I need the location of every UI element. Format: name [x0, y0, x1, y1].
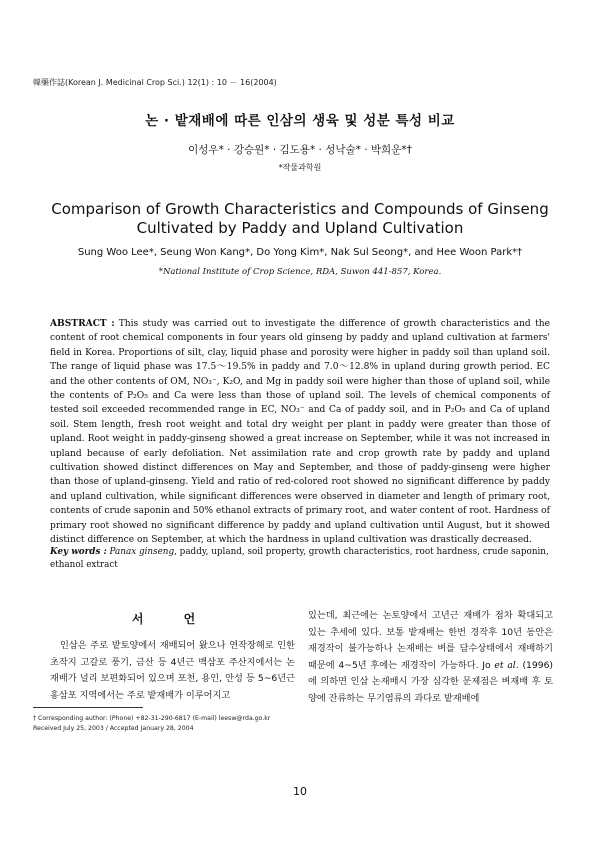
korean-authors: 이성우* · 강승원* · 김도용* · 성낙술* · 박희운*†: [188, 144, 412, 156]
korean-title: 논 · 밭재배에 따른 인삼의 생육 및 성분 특성 비교: [145, 113, 455, 129]
english-title: [0, 200, 600, 238]
right-column-text-1: 있는데, 최근에는 논토양에서 고년근 재배가 점차 확대되고 있는 추세에 있다. 보통 밭재배는 한번 경작후 10년 동안은 재경작이 불가능하나 논재배는 벼를 담수상태에서 재배하기 때문에 4~5년 후에는 재경작이 가능하다. Jo: [308, 610, 553, 671]
introduction-right-column: [308, 608, 553, 708]
footnote: [33, 714, 333, 734]
abstract-text: This study was carried out to investigate the difference of growth characteristics and the content of root chemical components in four years old ginseng by paddy and upland cultivation at farmers' field in Korea. Proportions of silt, clay, liquid phase and porosity were higher in paddy soil than upland soil. The range of liquid phase was 17.5～19.5% in paddy and 7.0～12.8% in upland during growth period. EC and the other contents of OM, NO₃⁻, K₂O, and Mg in paddy soil were higher than those of upland soil, while the contents of P₂O₅ and Ca were less than those of upland soil. The levels of chemical components of tested soil exceeded recommended range in EC, NO₃⁻ and Ca of paddy soil, and in P₂O₅ and Ca of upland soil. Stem length, fresh root weight and total dry weight per plant in paddy were greater than those of upland. Root weight in paddy-ginseng showed a great increase on September, while it was not increased in upland because of early defoliation. Net assimilation rate and crop growth rate by paddy and upland cultivation showed distinct differences on May and September, and those of paddy-ginseng were higher than those of upland-ginseng. Yield and ratio of red-colored root showed no significant difference by paddy and upland cultivation, while significant differences were observed in diameter and length of primary root, contents of crude saponin and 50% ethanol extracts of primary root, and water content of root. Hardness of primary root showed no significant difference by paddy and upland cultivation until August, but it showed distinct difference on September, at which the hardness in upland cultivation was drastically decreased.: [50, 319, 551, 546]
keywords-italic-term: Panax ginseng: [109, 547, 175, 557]
abstract-label: ABSTRACT :: [50, 318, 115, 329]
korean-affiliation: *작물과학원: [278, 163, 322, 172]
english-affiliation: *National Institute of Crop Science, RDA, Suwon 441-857, Korea.: [158, 267, 442, 277]
english-title-line-2: Cultivated by Paddy and Upland Cultivation: [136, 219, 464, 237]
journal-reference: 韓藥作誌(Korean J. Medicinal Crop Sci.) 12(1) : 10 － 16(2004): [33, 78, 277, 87]
keywords-label: Key words :: [50, 547, 107, 557]
english-title-line-1: Comparison of Growth Characteristics and Compounds of Ginseng: [51, 200, 549, 218]
corresponding-author-note: † Corresponding author: (Phone) +82-31-290-6817 (E-mail) leesw@rda.go.kr: [33, 715, 271, 722]
abstract: [50, 317, 550, 548]
right-column-citation-italic: et al.: [494, 659, 519, 671]
introduction-left-column: 인삼은 주로 밭토양에서 재배되어 왔으나 연작장해로 인한 초작지 고갈로 풍기, 금산 등 4년근 백삼포 주산지에서는 논재배가 널리 보편화되어 있으며 포천, 용인, 안성 등 5~6년근 홍삼포 지역에서는 주로 밭재배가 이루어지고: [50, 640, 295, 701]
introduction-heading: 서 언: [131, 612, 214, 626]
english-authors: Sung Woo Lee*, Seung Won Kang*, Do Yong Kim*, Nak Sul Seong*, and Hee Woon Park*†: [77, 247, 523, 258]
page-number: 10: [293, 785, 307, 798]
keywords: [50, 546, 550, 572]
keywords-list: , paddy, upland, soil property, growth characteristics, root hardness, crude saponin, ethanol extract: [50, 547, 549, 570]
received-accepted-dates: Received July 25, 2003 / Accepted January 28, 2004: [33, 725, 194, 732]
footnote-divider: [33, 707, 143, 708]
right-column-text-2: (1996)에 의하면 인삼 논재배시 가장 심각한 문제점은 벼재배 후 토양에 잔류하는 무기염류의 과다로 밭재배에: [308, 659, 553, 704]
